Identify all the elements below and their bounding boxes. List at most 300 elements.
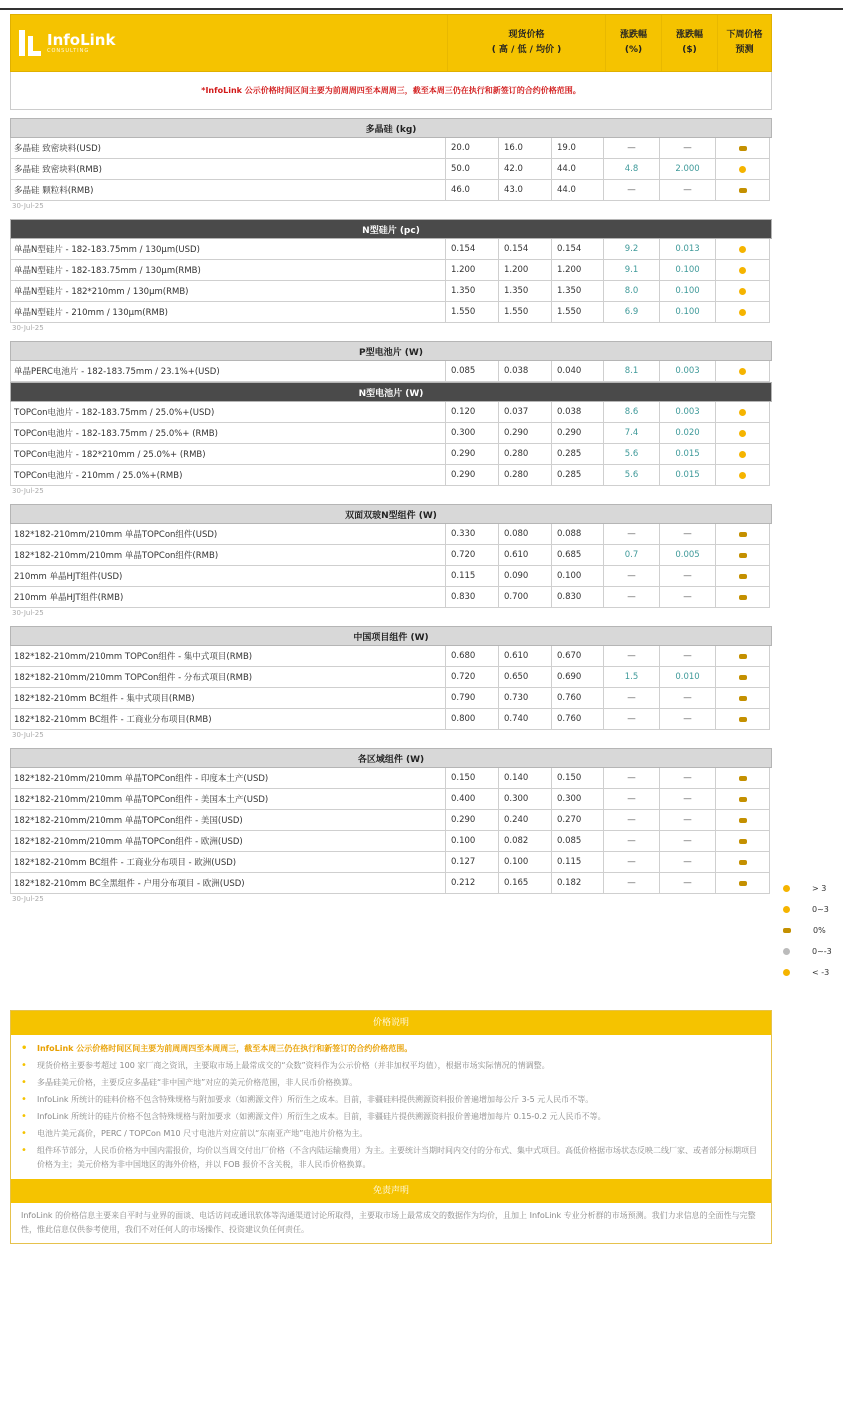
table-row (10, 566, 772, 587)
change-pct: — (604, 688, 660, 709)
change-pct: 8.0 (604, 281, 660, 302)
price-low: 0.730 (499, 688, 552, 709)
product-name: 182*182-210mm/210mm 单晶TOPCon组件(RMB) (10, 545, 446, 566)
legend-label: > 3 (812, 884, 827, 893)
section-header: 双面双玻N型组件 (W) (10, 504, 772, 524)
table-row (10, 667, 772, 688)
table-header (10, 14, 772, 72)
table-row (10, 587, 772, 608)
change-usd: 2.000 (660, 159, 716, 180)
product-name: 182*182-210mm/210mm 单晶TOPCon组件(USD) (10, 524, 446, 545)
forecast-cell (716, 465, 770, 486)
change-pct: 0.7 (604, 545, 660, 566)
price-high: 0.150 (446, 768, 499, 789)
table-row (10, 361, 772, 382)
table-row (10, 302, 772, 323)
section-header: 各区域组件 (W) (10, 748, 772, 768)
change-usd: 0.003 (660, 402, 716, 423)
infolink-logo-icon (19, 30, 41, 56)
price-high: 0.680 (446, 646, 499, 667)
flat-forecast-icon (739, 574, 747, 579)
product-name: 182*182-210mm/210mm TOPCon组件 - 分布式项目(RMB) (10, 667, 446, 688)
price-low: 0.038 (499, 361, 552, 382)
disclaimer-title: 免责声明 (11, 1179, 771, 1203)
price-high: 46.0 (446, 180, 499, 201)
flat-forecast-icon (739, 797, 747, 802)
price-low: 0.140 (499, 768, 552, 789)
bullet-icon: • (21, 1060, 27, 1071)
price-high: 1.550 (446, 302, 499, 323)
legend-item (783, 920, 843, 941)
change-usd: 0.013 (660, 239, 716, 260)
change-pct: — (604, 873, 660, 894)
price-avg: 0.040 (552, 361, 604, 382)
sections-container (10, 118, 772, 904)
price-low: 0.082 (499, 831, 552, 852)
change-usd: 0.010 (660, 667, 716, 688)
price-avg: 0.154 (552, 239, 604, 260)
table-row (10, 709, 772, 730)
price-high: 0.400 (446, 789, 499, 810)
up-forecast-icon (739, 288, 746, 295)
change-usd: 0.100 (660, 302, 716, 323)
price-high: 0.290 (446, 444, 499, 465)
price-high: 0.790 (446, 688, 499, 709)
table-row (10, 852, 772, 873)
logo (11, 15, 447, 71)
forecast-cell (716, 361, 770, 382)
change-pct: — (604, 524, 660, 545)
product-name: 单晶N型硅片 - 210mm / 130μm(RMB) (10, 302, 446, 323)
change-usd: — (660, 587, 716, 608)
change-pct: 5.6 (604, 465, 660, 486)
table-row (10, 444, 772, 465)
explanation-item (21, 1110, 759, 1124)
forecast-cell (716, 768, 770, 789)
product-name: TOPCon电池片 - 182-183.75mm / 25.0%+(USD) (10, 402, 446, 423)
legend-item (783, 899, 843, 920)
price-low: 0.610 (499, 545, 552, 566)
price-low: 0.280 (499, 465, 552, 486)
table-row (10, 465, 772, 486)
price-low: 0.090 (499, 566, 552, 587)
price-low: 0.610 (499, 646, 552, 667)
product-name: 210mm 单晶HJT组件(USD) (10, 566, 446, 587)
product-name: 182*182-210mm/210mm 单晶TOPCon组件 - 欧洲(USD) (10, 831, 446, 852)
up-forecast-icon (739, 368, 746, 375)
forecast-cell (716, 138, 770, 159)
table-row (10, 688, 772, 709)
product-name: 多晶硅 颗粒料(RMB) (10, 180, 446, 201)
col-spot-price (447, 15, 605, 71)
change-pct: 6.9 (604, 302, 660, 323)
col-usd-title: 涨跌幅 (675, 30, 703, 40)
flat-forecast-icon (739, 839, 747, 844)
up-forecast-icon (783, 948, 790, 955)
change-pct: — (604, 831, 660, 852)
legend-label: 0~3 (812, 905, 829, 914)
price-explanation (10, 1010, 772, 1244)
product-name: TOPCon电池片 - 210mm / 25.0%+(RMB) (10, 465, 446, 486)
price-avg: 0.760 (552, 709, 604, 730)
forecast-cell (716, 159, 770, 180)
change-pct: — (604, 587, 660, 608)
up-forecast-icon (739, 472, 746, 479)
change-pct: — (604, 852, 660, 873)
forecast-cell (716, 587, 770, 608)
price-avg: 0.115 (552, 852, 604, 873)
flat-forecast-icon (739, 818, 747, 823)
logo-subtitle: CONSULTING (47, 48, 90, 54)
change-pct: — (604, 138, 660, 159)
flat-forecast-icon (739, 188, 747, 193)
price-low: 16.0 (499, 138, 552, 159)
price-high: 50.0 (446, 159, 499, 180)
price-avg: 0.670 (552, 646, 604, 667)
price-high: 20.0 (446, 138, 499, 159)
table-row (10, 646, 772, 667)
legend-item (783, 878, 843, 899)
change-usd: — (660, 831, 716, 852)
price-high: 0.154 (446, 239, 499, 260)
price-avg: 1.200 (552, 260, 604, 281)
product-name: 210mm 单晶HJT组件(RMB) (10, 587, 446, 608)
change-usd: 0.100 (660, 281, 716, 302)
table-row (10, 810, 772, 831)
change-pct: 1.5 (604, 667, 660, 688)
change-pct: 7.4 (604, 423, 660, 444)
explanation-item (21, 1093, 759, 1107)
price-low: 0.290 (499, 423, 552, 444)
price-low: 0.080 (499, 524, 552, 545)
col-usd-unit: ($) (682, 45, 697, 55)
explanation-body (11, 1035, 771, 1179)
col-change-pct (605, 15, 661, 71)
date-stamp: 30-Jul-25 (12, 202, 44, 210)
price-avg: 0.300 (552, 789, 604, 810)
change-pct: — (604, 566, 660, 587)
date-stamp: 30-Jul-25 (12, 609, 44, 617)
explanation-text: 多晶硅美元价格，主要反应多晶硅“非中国产地”对应的美元价格范围，非人民币价格换算。 (37, 1078, 358, 1087)
table-row (10, 159, 772, 180)
price-avg: 0.690 (552, 667, 604, 688)
price-high: 1.350 (446, 281, 499, 302)
explanation-item (21, 1059, 759, 1073)
up-forecast-icon (783, 906, 790, 913)
forecast-cell (716, 281, 770, 302)
forecast-cell (716, 667, 770, 688)
section-header: N型硅片 (pc) (10, 219, 772, 239)
change-usd: — (660, 688, 716, 709)
forecast-cell (716, 852, 770, 873)
explanation-title: 价格说明 (11, 1011, 771, 1035)
table-row (10, 281, 772, 302)
price-low: 0.700 (499, 587, 552, 608)
change-pct: — (604, 180, 660, 201)
subsection-header: N型电池片 (W) (10, 382, 772, 402)
change-usd: — (660, 873, 716, 894)
forecast-cell (716, 789, 770, 810)
price-avg: 1.550 (552, 302, 604, 323)
bullet-icon: • (21, 1077, 27, 1088)
up-forecast-icon (739, 267, 746, 274)
table-row (10, 260, 772, 281)
forecast-cell (716, 810, 770, 831)
up-forecast-icon (739, 309, 746, 316)
price-high: 0.720 (446, 667, 499, 688)
change-pct: — (604, 646, 660, 667)
explanation-text: InfoLink 公示价格时间区间主要为前周周四至本周周三，截至本周三仍在执行和新签订的合约价格范围。 (37, 1044, 413, 1053)
change-pct: 9.1 (604, 260, 660, 281)
forecast-cell (716, 302, 770, 323)
price-avg: 44.0 (552, 180, 604, 201)
top-border (0, 0, 843, 10)
flat-forecast-icon (739, 696, 747, 701)
product-name: 单晶N型硅片 - 182-183.75mm / 130μm(USD) (10, 239, 446, 260)
legend-label: < -3 (812, 968, 830, 977)
col-forecast-title: 下周价格 (726, 30, 763, 40)
logo-name: InfoLink (47, 31, 116, 49)
price-low: 0.154 (499, 239, 552, 260)
table-row (10, 138, 772, 159)
price-avg: 0.100 (552, 566, 604, 587)
change-usd: — (660, 810, 716, 831)
bullet-icon: • (21, 1094, 27, 1105)
change-pct: 5.6 (604, 444, 660, 465)
change-usd: 0.020 (660, 423, 716, 444)
section-header: P型电池片 (W) (10, 341, 772, 361)
explanation-item (21, 1076, 759, 1090)
table-row (10, 402, 772, 423)
disclaimer-body: InfoLink 的价格信息主要来自平时与业界的面谈、电话访问或通讯软体等沟通渠道讨论所取得，主要取市场上最常成交的数据作为均价，且加上 InfoLink 专业分析群的市场预测。我们力求信息的全面性与完整性，惟此信息仅供参考使用，我们不对任何人的市场操作、投资建议负任何责任。 (21, 1211, 756, 1234)
price-low: 0.740 (499, 709, 552, 730)
flat-forecast-icon (739, 717, 747, 722)
price-high: 0.830 (446, 587, 499, 608)
flat-forecast-icon (783, 928, 791, 933)
change-pct: — (604, 709, 660, 730)
change-usd: — (660, 789, 716, 810)
price-low: 1.550 (499, 302, 552, 323)
product-name: 单晶N型硅片 - 182-183.75mm / 130μm(RMB) (10, 260, 446, 281)
table-row (10, 789, 772, 810)
change-usd: 0.015 (660, 444, 716, 465)
explanation-item (21, 1127, 759, 1141)
forecast-cell (716, 831, 770, 852)
up-forecast-icon (739, 246, 746, 253)
change-pct: — (604, 789, 660, 810)
price-low: 0.300 (499, 789, 552, 810)
flat-forecast-icon (739, 860, 747, 865)
price-low: 1.200 (499, 260, 552, 281)
price-avg: 0.290 (552, 423, 604, 444)
flat-forecast-icon (739, 595, 747, 600)
forecast-cell (716, 545, 770, 566)
change-usd: — (660, 138, 716, 159)
product-name: 182*182-210mm/210mm 单晶TOPCon组件 - 美国(USD) (10, 810, 446, 831)
change-pct: 8.6 (604, 402, 660, 423)
date-stamp: 30-Jul-25 (12, 324, 44, 332)
product-name: 182*182-210mm/210mm 单晶TOPCon组件 - 美国本土产(USD) (10, 789, 446, 810)
forecast-cell (716, 646, 770, 667)
legend-label: 0% (813, 926, 826, 935)
legend-item (783, 962, 843, 983)
table-row (10, 831, 772, 852)
product-name: 182*182-210mm BC全黑组件 - 户用分布项目 - 欧洲(USD) (10, 873, 446, 894)
flat-forecast-icon (739, 881, 747, 886)
col-forecast (717, 15, 771, 71)
product-name: 182*182-210mm BC组件 - 集中式项目(RMB) (10, 688, 446, 709)
forecast-legend (783, 878, 843, 983)
up-forecast-icon (739, 409, 746, 416)
price-avg: 0.285 (552, 444, 604, 465)
flat-forecast-icon (739, 553, 747, 558)
product-name: TOPCon电池片 - 182*210mm / 25.0%+ (RMB) (10, 444, 446, 465)
forecast-cell (716, 566, 770, 587)
flat-forecast-icon (739, 654, 747, 659)
price-low: 1.350 (499, 281, 552, 302)
up-forecast-icon (739, 166, 746, 173)
explanation-text: InfoLink 所统计的硅片价格不包含特殊规格与附加要求（如溯源文件）所衍生之成本。目前，非疆硅片提供溯源资料报价普遍增加每片 0.15-0.2 元人民币不等。 (37, 1112, 606, 1121)
explanation-item (21, 1144, 759, 1172)
price-high: 0.100 (446, 831, 499, 852)
change-usd: — (660, 180, 716, 201)
flat-forecast-icon (739, 776, 747, 781)
up-forecast-icon (739, 430, 746, 437)
price-high: 0.800 (446, 709, 499, 730)
price-avg: 1.350 (552, 281, 604, 302)
change-pct: 8.1 (604, 361, 660, 382)
price-low: 0.280 (499, 444, 552, 465)
change-usd: — (660, 646, 716, 667)
legend-item (783, 941, 843, 962)
product-name: 多晶硅 致密块料(RMB) (10, 159, 446, 180)
bullet-icon: • (21, 1111, 27, 1122)
change-pct: — (604, 810, 660, 831)
forecast-cell (716, 402, 770, 423)
price-high: 0.330 (446, 524, 499, 545)
change-usd: — (660, 852, 716, 873)
forecast-cell (716, 423, 770, 444)
product-name: 182*182-210mm BC组件 - 工商业分布项目 - 欧洲(USD) (10, 852, 446, 873)
col-pct-title: 涨跌幅 (619, 30, 647, 40)
col-change-usd (661, 15, 717, 71)
price-avg: 0.285 (552, 465, 604, 486)
price-avg: 0.182 (552, 873, 604, 894)
product-name: 182*182-210mm/210mm 单晶TOPCon组件 - 印度本土产(USD) (10, 768, 446, 789)
change-pct: 9.2 (604, 239, 660, 260)
product-name: 单晶N型硅片 - 182*210mm / 130μm(RMB) (10, 281, 446, 302)
price-high: 0.720 (446, 545, 499, 566)
table-row (10, 768, 772, 789)
flat-forecast-icon (739, 675, 747, 680)
price-notice: *InfoLink 公示价格时间区间主要为前周周四至本周周三，截至本周三仍在执行和新签订的合约价格范围。 (10, 72, 772, 110)
price-low: 43.0 (499, 180, 552, 201)
price-avg: 0.270 (552, 810, 604, 831)
up-forecast-icon (783, 885, 790, 892)
price-high: 0.115 (446, 566, 499, 587)
price-high: 0.120 (446, 402, 499, 423)
up-forecast-icon (783, 969, 790, 976)
change-pct: 4.8 (604, 159, 660, 180)
price-high: 0.290 (446, 465, 499, 486)
price-table (10, 14, 772, 904)
price-high: 0.085 (446, 361, 499, 382)
forecast-cell (716, 260, 770, 281)
col-spot-title: 现货价格 (508, 30, 545, 40)
explanation-text: InfoLink 所统计的硅料价格不包含特殊规格与附加要求（如溯源文件）所衍生之成本。目前，非疆硅料提供溯源资料报价普遍增加每公斤 3-5 元人民币不等。 (37, 1095, 594, 1104)
table-row (10, 524, 772, 545)
section-header: 多晶硅 (kg) (10, 118, 772, 138)
price-avg: 19.0 (552, 138, 604, 159)
price-high: 0.127 (446, 852, 499, 873)
forecast-cell (716, 873, 770, 894)
price-avg: 0.830 (552, 587, 604, 608)
flat-forecast-icon (739, 532, 747, 537)
bullet-icon: • (21, 1145, 27, 1156)
price-avg: 0.760 (552, 688, 604, 709)
forecast-cell (716, 180, 770, 201)
price-low: 0.650 (499, 667, 552, 688)
price-avg: 0.685 (552, 545, 604, 566)
explanation-text: 现货价格主要参考超过 100 家厂商之资讯，主要取市场上最常成交的“众数”资料作为公示价格（并非加权平均值），根据市场实际情况的情调整。 (37, 1061, 550, 1070)
date-stamp: 30-Jul-25 (12, 731, 44, 739)
date-stamp: 30-Jul-25 (12, 895, 44, 903)
bullet-icon: • (21, 1043, 28, 1054)
price-avg: 44.0 (552, 159, 604, 180)
bullet-icon: • (21, 1128, 27, 1139)
flat-forecast-icon (739, 146, 747, 151)
price-low: 42.0 (499, 159, 552, 180)
table-row (10, 423, 772, 444)
product-name: 182*182-210mm/210mm TOPCon组件 - 集中式项目(RMB) (10, 646, 446, 667)
price-high: 0.212 (446, 873, 499, 894)
change-usd: — (660, 566, 716, 587)
legend-label: 0~-3 (812, 947, 832, 956)
forecast-cell (716, 524, 770, 545)
price-high: 1.200 (446, 260, 499, 281)
price-high: 0.290 (446, 810, 499, 831)
price-avg: 0.088 (552, 524, 604, 545)
price-avg: 0.150 (552, 768, 604, 789)
change-usd: — (660, 524, 716, 545)
table-row (10, 239, 772, 260)
change-usd: — (660, 709, 716, 730)
date-stamp: 30-Jul-25 (12, 487, 44, 495)
table-row (10, 180, 772, 201)
change-usd: 0.100 (660, 260, 716, 281)
section-header: 中国项目组件 (W) (10, 626, 772, 646)
table-row (10, 873, 772, 894)
explanation-text: 电池片美元高价，PERC / TOPCon M10 尺寸电池片对应前以“东南亚产地”电池片价格为主。 (37, 1129, 368, 1138)
price-avg: 0.038 (552, 402, 604, 423)
price-low: 0.037 (499, 402, 552, 423)
explanation-item (21, 1042, 759, 1056)
product-name: TOPCon电池片 - 182-183.75mm / 25.0%+ (RMB) (10, 423, 446, 444)
change-usd: 0.015 (660, 465, 716, 486)
table-row (10, 545, 772, 566)
change-usd: 0.005 (660, 545, 716, 566)
forecast-cell (716, 709, 770, 730)
product-name: 多晶硅 致密块料(USD) (10, 138, 446, 159)
col-pct-unit: (%) (624, 45, 643, 55)
forecast-cell (716, 444, 770, 465)
forecast-cell (716, 688, 770, 709)
change-pct: — (604, 768, 660, 789)
forecast-cell (716, 239, 770, 260)
explanation-text: 组件环节部分，人民币价格为中国内需报价，均价以当周交付出厂价格（不含内陆运输费用）为主。主要统计当期时间内交付的分布式、集中式项目。高低价格据市场状态反映二线厂家、或者部分标期项目价格为主；美元价格为非中国地区的海外价格，并以 FOB 报价不含关税，非人民币价格换算。 (37, 1146, 757, 1169)
product-name: 182*182-210mm BC组件 - 工商业分布项目(RMB) (10, 709, 446, 730)
col-spot-sub: ( 高 / 低 / 均价 ) (491, 45, 562, 55)
